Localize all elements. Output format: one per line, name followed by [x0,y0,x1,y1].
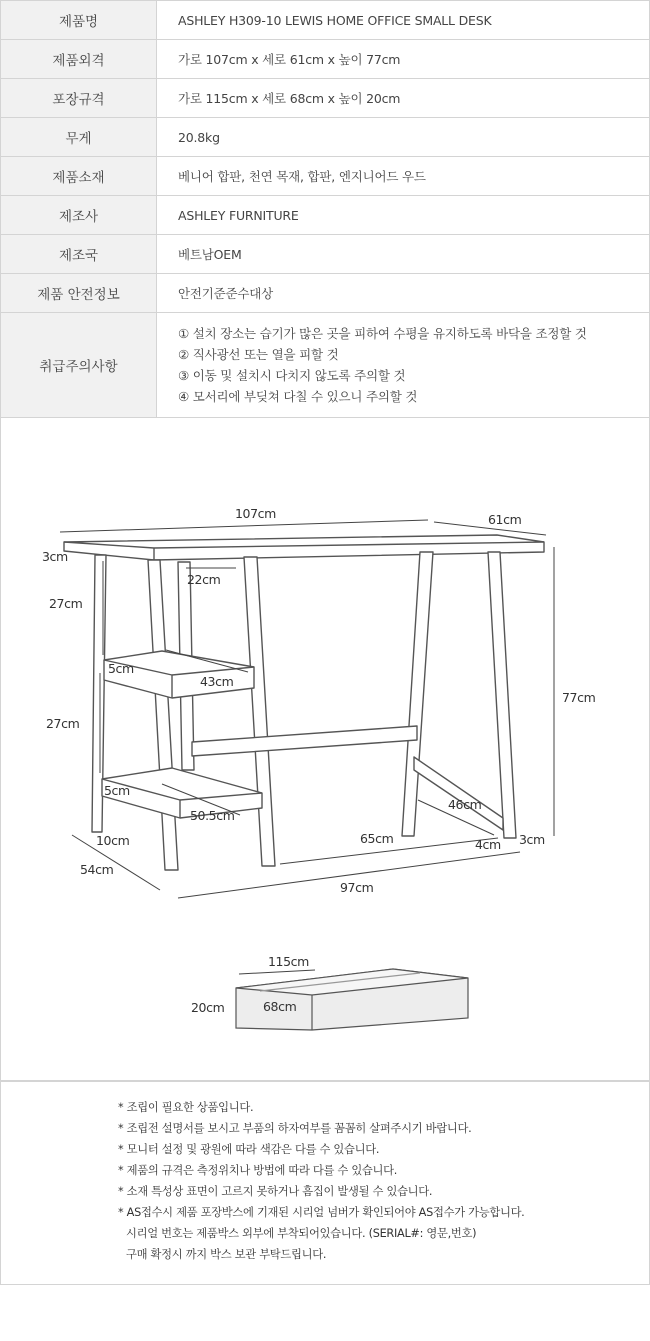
dim-shelf1-rail: 5cm [108,661,134,676]
dim-shelf2-depth: 50.5cm [190,808,235,823]
note-item: * 소재 특성상 표면이 고르지 못하거나 흠집이 발생될 수 있습니다. [118,1185,433,1198]
spec-label: 포장규격 [1,79,157,118]
note-item: * 조립이 필요한 상품입니다. [118,1101,254,1114]
spec-value: 20.8kg [157,118,650,157]
spec-label: 제품외격 [1,40,157,79]
dim-depth-top: 61cm [488,512,522,527]
spec-value: 안전기준준수대상 [157,274,650,313]
care-item: ③ 이동 및 설치시 다치지 않도록 주의할 것 [178,368,406,383]
desk-leg-right-inner [402,552,433,836]
dim-shelf2-rail: 5cm [104,783,130,798]
dim-base-width: 97cm [340,880,374,895]
dim-width-top: 107cm [235,506,276,521]
care-item: ④ 모서리에 부딪쳐 다칠 수 있으니 주의할 것 [178,389,418,404]
dim-inner-width: 65cm [360,831,394,846]
note-item: * 제품의 규격은 측정위치나 방법에 따라 다를 수 있습니다. [118,1164,398,1177]
spec-value: 베트남OEM [157,235,650,274]
desk-leg-front-left [148,560,178,870]
dim-bottom-clearance: 10cm [96,833,130,848]
dim-shelf1-depth: 43cm [200,674,234,689]
spec-label: 취급주의사항 [1,313,157,418]
spec-value: ASHLEY H309-10 LEWIS HOME OFFICE SMALL DESK [157,1,650,40]
dim-leg-width: 4cm [475,837,501,852]
dim-box-length: 115cm [268,954,309,969]
spec-label: 무게 [1,118,157,157]
note-item: * 조립전 설명서를 보시고 부품의 하자여부를 꼼꼼히 살펴주시기 바랍니다. [118,1122,472,1135]
care-item: ② 직사광선 또는 열을 피할 것 [178,347,339,362]
care-item: ① 설치 장소는 습기가 많은 곳을 피하여 수평을 유지하도록 바닥을 조정할 것 [178,326,587,341]
note-item: * 모니터 설정 및 광원에 따라 색감은 다를 수 있습니다. [118,1143,380,1156]
spec-value: 가로 115cm x 세로 68cm x 높이 20cm [157,79,650,118]
dim-total-height: 77cm [562,690,596,705]
spec-label: 제품 안전정보 [1,274,157,313]
dim-box-height: 20cm [191,1000,225,1015]
spec-value: 가로 107cm x 세로 61cm x 높이 77cm [157,40,650,79]
note-item: 구매 확정시 까지 박스 보관 부탁드립니다. [126,1248,327,1261]
dim-line-width-top [60,520,428,532]
dim-top-thickness: 3cm [42,549,68,564]
spec-label: 제조사 [1,196,157,235]
dim-leg-offset: 3cm [519,832,545,847]
spec-label: 제품소재 [1,157,157,196]
desk-stretcher [192,726,417,756]
spec-label: 제품명 [1,1,157,40]
note-item: * AS접수시 제품 포장박스에 기재된 시리얼 넘버가 확인되어야 AS접수가 가능합니다. [118,1206,525,1219]
dim-upper-height: 27cm [49,596,83,611]
desk-leg-right-outer [488,552,516,838]
dim-lower-height: 27cm [46,716,80,731]
spec-value: 베니어 합판, 천연 목재, 합판, 엔지니어드 우드 [157,157,650,196]
dim-shelf-gap: 22cm [187,572,221,587]
note-item: 시리얼 번호는 제품박스 외부에 부착되어있습니다. (SERIAL#: 영문,번호) [126,1227,477,1240]
desk-leg-front-left-inner [244,557,275,866]
dim-line-box-length [239,970,315,974]
spec-value: ASHLEY FURNITURE [157,196,650,235]
spec-label: 제조국 [1,235,157,274]
dim-base-depth: 54cm [80,862,114,877]
dim-leg-base: 46cm [448,797,482,812]
dim-box-depth: 68cm [263,999,297,1014]
